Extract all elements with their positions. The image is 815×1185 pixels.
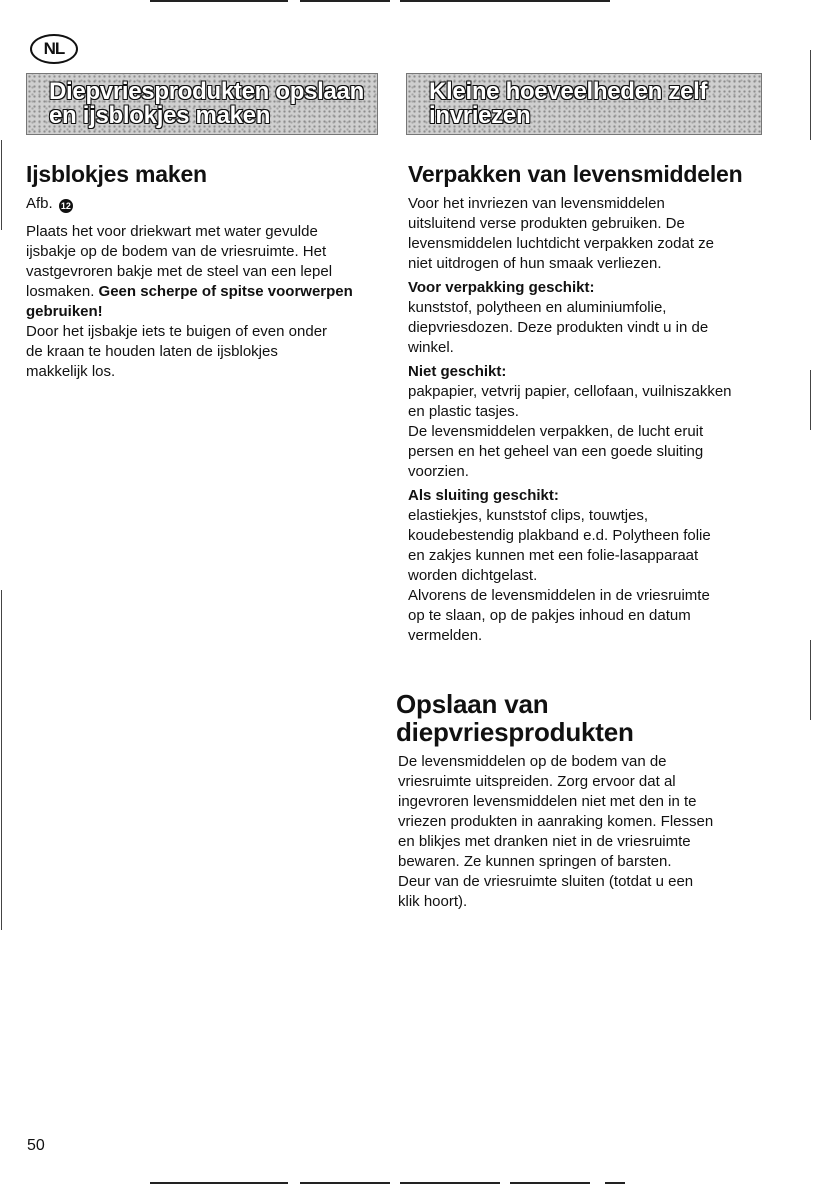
- paragraph-unsuitable: [408, 382, 768, 482]
- text-line: worden dichtgelast.: [408, 567, 538, 584]
- text-line: diepvriesdozen. Deze produkten vindt u in de: [408, 319, 709, 336]
- bottom-rule-4: [510, 1182, 590, 1184]
- paragraph-ice-tray: [26, 222, 378, 322]
- warning-text: Geen scherpe of spitse voorwerpen: [98, 283, 353, 300]
- text-line: en zakjes kunnen met een folie-lasapparaat: [408, 547, 699, 564]
- heading-packaging: Verpakken van levensmiddelen: [408, 161, 743, 187]
- text-line: De levensmiddelen verpakken, de lucht eruit: [408, 423, 704, 440]
- text-line: Door het ijsbakje iets te buigen of even onder: [26, 323, 328, 340]
- bottom-rule-5: [605, 1182, 625, 1184]
- text-line: ingevroren levensmiddelen niet met den in te: [398, 793, 697, 810]
- text-line: De levensmiddelen op de bodem van de: [398, 753, 667, 770]
- text-line: vriezen produkten in aanraking komen. Flessen: [398, 813, 714, 830]
- text-line: vastgevroren bakje met de steel van een lepel: [26, 263, 333, 280]
- label-unsuitable: Niet geschikt:: [408, 363, 507, 380]
- label-closure: Als sluiting geschikt:: [408, 487, 559, 504]
- text-line: voorzien.: [408, 463, 469, 480]
- figure-label: Afb.: [26, 195, 53, 212]
- text-line: levensmiddelen luchtdicht verpakken zodat ze: [408, 235, 715, 252]
- text-line: pakpapier, vetvrij papier, cellofaan, vuilniszakken: [408, 383, 732, 400]
- bottom-rule-3: [400, 1182, 500, 1184]
- top-rule-3: [400, 0, 610, 2]
- right-edge-mark-2: [810, 370, 811, 430]
- right-column: [408, 160, 768, 646]
- text-line: persen en het geheel van een goede sluiting: [408, 443, 704, 460]
- left-edge-mark-1: [1, 140, 2, 230]
- bottom-rule-2: [300, 1182, 390, 1184]
- text-line: niet uitdrogen of hun smaak verliezen.: [408, 255, 662, 272]
- text-line: kunststof, polytheen en aluminiumfolie,: [408, 299, 667, 316]
- heading-line: diepvriesprodukten: [396, 717, 634, 747]
- bottom-rule-1: [150, 1182, 288, 1184]
- right-edge-mark-1: [810, 50, 811, 140]
- text-line: en plastic tasjes.: [408, 403, 519, 420]
- text-line: op te slaan, op de pakjes inhoud en datum: [408, 607, 691, 624]
- page-number: 50: [27, 1137, 45, 1154]
- paragraph-storage: [396, 752, 768, 912]
- text-line: vermelden.: [408, 627, 483, 644]
- banner-right-line-2: invriezen: [429, 102, 531, 129]
- text-line: winkel.: [408, 339, 454, 356]
- text-line: makkelijk los.: [26, 363, 116, 380]
- text-line: Voor het invriezen van levensmiddelen: [408, 195, 665, 212]
- text-line: Plaats het voor driekwart met water gevulde: [26, 223, 318, 240]
- storage-section: [396, 690, 768, 912]
- text-line: Alvorens de levensmiddelen in de vriesruimte: [408, 587, 710, 604]
- heading-line: Opslaan van: [396, 689, 549, 719]
- text-line: uitsluitend verse produkten gebruiken. De: [408, 215, 685, 232]
- section-banner-left: [26, 73, 378, 135]
- text-line: losmaken.: [26, 283, 99, 300]
- banner-right-line-1: Kleine hoeveelheden zelf: [429, 78, 708, 105]
- banner-left-line-1: Diepvriesprodukten opslaan: [49, 78, 364, 105]
- text-line: de kraan te houden laten de ijsblokjes: [26, 343, 278, 360]
- left-column: [26, 160, 378, 382]
- figure-number-icon: 12: [60, 201, 71, 211]
- heading-ice-cubes: Ijsblokjes maken: [26, 161, 207, 187]
- warning-text: gebruiken!: [26, 303, 103, 320]
- right-edge-mark-3: [810, 640, 811, 720]
- text-line: elastiekjes, kunststof clips, touwtjes,: [408, 507, 649, 524]
- paragraph-closure: [408, 506, 768, 646]
- top-rule-1: [150, 0, 288, 2]
- text-line: koudebestendig plakband e.d. Polytheen folie: [408, 527, 711, 544]
- text-line: bewaren. Ze kunnen springen of barsten.: [398, 853, 672, 870]
- language-badge: NL: [30, 34, 78, 64]
- paragraph-packaging-intro: [408, 194, 768, 274]
- text-line: vriesruimte uitspreiden. Zorg ervoor dat al: [398, 773, 676, 790]
- text-line: en blikjes met dranken niet in de vriesruimte: [398, 833, 691, 850]
- left-edge-mark-2: [1, 590, 2, 930]
- section-banner-right: [406, 73, 762, 135]
- text-line: klik hoort).: [398, 893, 468, 910]
- heading-storage: [396, 690, 768, 746]
- figure-reference: [26, 194, 378, 214]
- top-rule-2: [300, 0, 390, 2]
- label-suitable: Voor verpakking geschikt:: [408, 279, 595, 296]
- banner-left-line-2: en ijsblokjes maken: [49, 102, 271, 129]
- text-line: ijsbakje op de bodem van de vriesruimte. Het: [26, 243, 327, 260]
- paragraph-release-cubes: [26, 322, 378, 382]
- text-line: Deur van de vriesruimte sluiten (totdat u een: [398, 873, 694, 890]
- paragraph-suitable: [408, 298, 768, 358]
